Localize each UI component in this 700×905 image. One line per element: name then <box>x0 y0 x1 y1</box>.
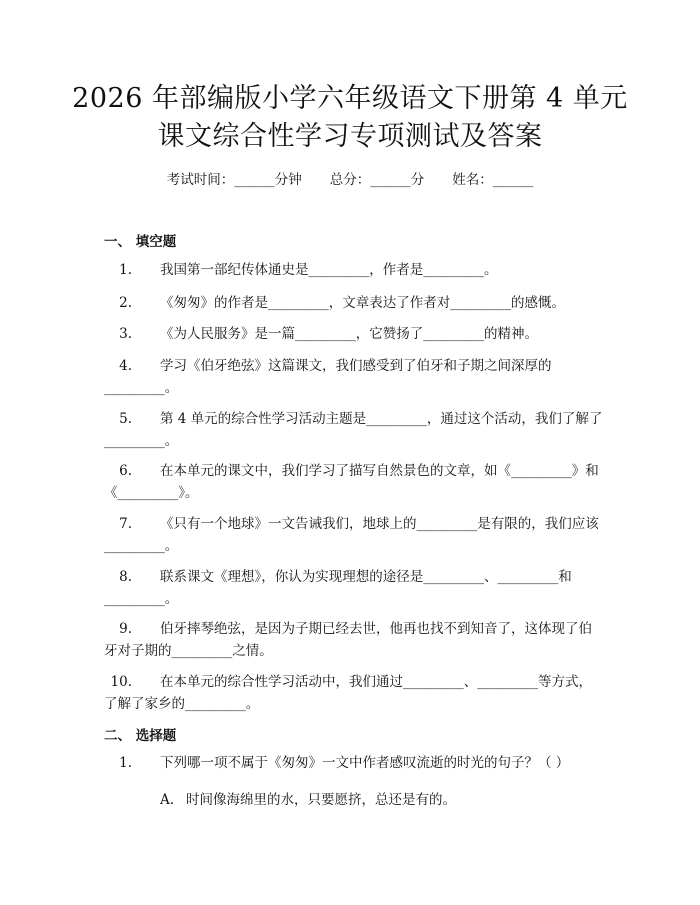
exam-meta <box>0 168 700 188</box>
fill-question: 10. 在本单元的综合性学习活动中，我们通过_________、_________等方式，了解了家乡的_________。 <box>104 674 592 712</box>
fill-question: 9. 伯牙摔琴绝弦，是因为子期已经去世，他再也找不到知音了，这体现了伯牙对子期的_________之情。 <box>104 621 592 659</box>
fill-question: 8. 联系课文《理想》，你认为实现理想的途径是_________、_________和_________。 <box>104 569 572 607</box>
fill-question: 6. 在本单元的课文中，我们学习了描写自然景色的文章，如《_________》和《_________》。 <box>104 463 599 501</box>
student-name: 姓名：______ <box>452 172 534 188</box>
fill-question: 2. 《匆匆》的作者是_________，文章表达了作者对_________的感慨。 <box>119 295 565 311</box>
exam-time: 考试时间：______分钟 <box>166 172 302 188</box>
exam-score: 总分：______分 <box>329 172 425 188</box>
choice-question: 1. 下列哪一项不属于《匆匆》一文中作者感叹流逝的时光的句子？（ ） <box>119 755 570 771</box>
section-choice-title: 二、 选择题 <box>104 728 177 744</box>
fill-question: 1. 我国第一部纪传体通史是_________，作者是_________。 <box>119 262 498 278</box>
document-title-line1: 2026 年部编版小学六年级语文下册第 4 单元 <box>72 83 628 114</box>
fill-question: 5. 第 4 单元的综合性学习活动主题是_________，通过这个活动，我们了解了_________。 <box>104 411 603 449</box>
section-fill-blank-title: 一、 填空题 <box>104 234 177 250</box>
fill-question: 3. 《为人民服务》是一篇_________，它赞扬了_________的精神。 <box>119 326 538 342</box>
choice-option-a: A. 时间像海绵里的水，只要愿挤，总还是有的。 <box>160 792 456 808</box>
fill-question: 4. 学习《伯牙绝弦》这篇课文，我们感受到了伯牙和子期之间深厚的_________。 <box>104 358 552 396</box>
fill-question: 7. 《只有一个地球》一文告诫我们，地球上的_________是有限的，我们应该_________。 <box>104 516 599 554</box>
document-title-line2: 课文综合性学习专项测试及答案 <box>157 121 543 152</box>
